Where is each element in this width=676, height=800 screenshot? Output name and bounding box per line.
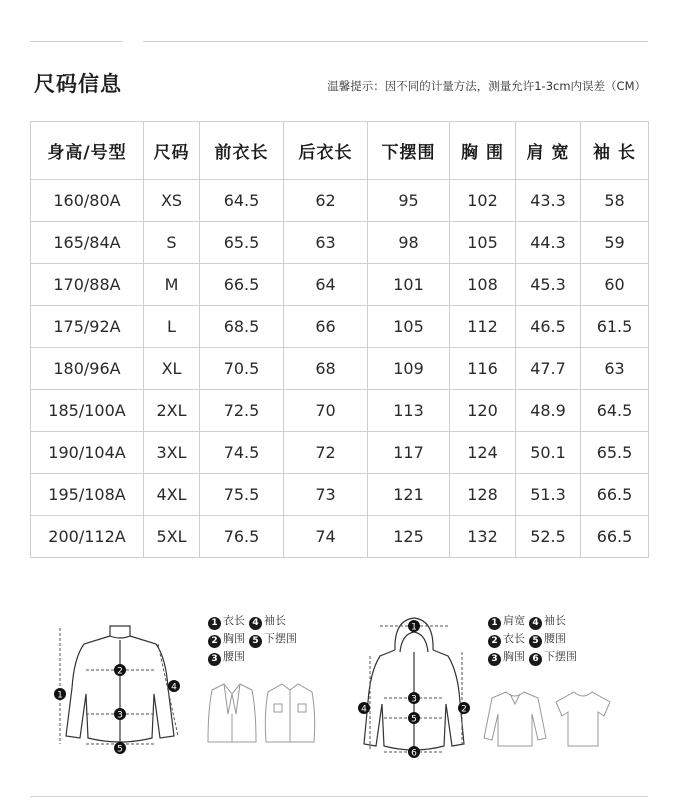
table-cell: 44.3 xyxy=(516,222,581,264)
legend-number-badge: 4 xyxy=(249,617,262,630)
table-cell: 128 xyxy=(450,474,516,516)
table-row xyxy=(31,390,649,432)
top-divider-left xyxy=(30,41,123,42)
table-cell: 52.5 xyxy=(516,516,581,558)
table-cell: 62 xyxy=(284,180,368,222)
legend-number-badge: 3 xyxy=(208,653,221,666)
table-cell: 63 xyxy=(284,222,368,264)
legend-item xyxy=(488,612,525,630)
table-cell: 51.3 xyxy=(516,474,581,516)
shirt-jacket-icon xyxy=(262,680,318,750)
legend-item xyxy=(529,648,577,666)
table-cell: 70 xyxy=(284,390,368,432)
header-cell: 下摆围 xyxy=(368,122,450,180)
table-cell: 175/92A xyxy=(31,306,144,348)
table-cell: 66.5 xyxy=(581,516,649,558)
table-cell: 116 xyxy=(450,348,516,390)
jacket-measurement-diagram xyxy=(50,618,200,756)
t-shirt-icon xyxy=(552,688,614,750)
table-cell: 200/112A xyxy=(31,516,144,558)
legend-label: 胸围 xyxy=(503,650,525,663)
header-cell: 后衣长 xyxy=(284,122,368,180)
table-cell: 64.5 xyxy=(200,180,284,222)
table-cell: 113 xyxy=(368,390,450,432)
svg-text:2: 2 xyxy=(461,704,467,715)
table-cell: 124 xyxy=(450,432,516,474)
table-row xyxy=(31,474,649,516)
legend-item xyxy=(208,648,245,666)
svg-text:2: 2 xyxy=(117,666,123,677)
header-cell: 胸 围 xyxy=(450,122,516,180)
page-title: 尺码信息 xyxy=(34,72,122,96)
svg-text:3: 3 xyxy=(411,694,417,705)
svg-text:5: 5 xyxy=(411,714,417,725)
table-cell: 43.3 xyxy=(516,180,581,222)
legend-item xyxy=(488,648,525,666)
table-cell: 65.5 xyxy=(200,222,284,264)
legend-line xyxy=(208,630,301,648)
table-cell: 121 xyxy=(368,474,450,516)
table-row xyxy=(31,516,649,558)
header-cell: 身高/号型 xyxy=(31,122,144,180)
table-cell: 102 xyxy=(450,180,516,222)
header-cell: 肩 宽 xyxy=(516,122,581,180)
table-cell: 195/108A xyxy=(31,474,144,516)
table-cell: 160/80A xyxy=(31,180,144,222)
table-cell: 68 xyxy=(284,348,368,390)
legend-number-badge: 2 xyxy=(488,635,501,648)
legend-number-badge: 6 xyxy=(529,653,542,666)
svg-text:6: 6 xyxy=(411,748,417,759)
table-cell: 5XL xyxy=(144,516,200,558)
table-cell: 165/84A xyxy=(31,222,144,264)
table-cell: 3XL xyxy=(144,432,200,474)
table-cell: 76.5 xyxy=(200,516,284,558)
table-row xyxy=(31,222,649,264)
legend-line xyxy=(488,648,581,666)
table-cell: 63 xyxy=(581,348,649,390)
legend-item xyxy=(529,612,566,630)
table-cell: 58 xyxy=(581,180,649,222)
table-cell: 117 xyxy=(368,432,450,474)
legend-item xyxy=(488,630,525,648)
table-cell: 46.5 xyxy=(516,306,581,348)
legend-number-badge: 1 xyxy=(488,617,501,630)
table-cell: 2XL xyxy=(144,390,200,432)
table-cell: XS xyxy=(144,180,200,222)
svg-text:3: 3 xyxy=(117,710,123,721)
legend-label: 袖长 xyxy=(264,614,286,627)
table-cell: 65.5 xyxy=(581,432,649,474)
table-cell: 105 xyxy=(450,222,516,264)
table-row xyxy=(31,180,649,222)
table-cell: 112 xyxy=(450,306,516,348)
table-row xyxy=(31,264,649,306)
legend-number-badge: 5 xyxy=(529,635,542,648)
legend-line xyxy=(208,612,301,630)
svg-text:5: 5 xyxy=(117,744,123,755)
table-cell: 98 xyxy=(368,222,450,264)
legend-label: 下摆围 xyxy=(544,650,577,663)
table-cell: 4XL xyxy=(144,474,200,516)
table-cell: 190/104A xyxy=(31,432,144,474)
legend-label: 腰围 xyxy=(223,650,245,663)
table-cell: M xyxy=(144,264,200,306)
table-cell: 75.5 xyxy=(200,474,284,516)
table-cell: 48.9 xyxy=(516,390,581,432)
svg-text:4: 4 xyxy=(361,704,367,715)
table-cell: 101 xyxy=(368,264,450,306)
table-cell: 45.3 xyxy=(516,264,581,306)
legend-item xyxy=(249,612,286,630)
table-cell: 120 xyxy=(450,390,516,432)
table-cell: 125 xyxy=(368,516,450,558)
table-cell: 64.5 xyxy=(581,390,649,432)
legend-number-badge: 4 xyxy=(529,617,542,630)
legend-item xyxy=(208,630,245,648)
table-cell: XL xyxy=(144,348,200,390)
legend-label: 下摆围 xyxy=(264,632,297,645)
legend-label: 衣长 xyxy=(223,614,245,627)
legend-item xyxy=(249,630,297,648)
header-cell: 袖 长 xyxy=(581,122,649,180)
table-body xyxy=(31,180,649,558)
legend-item xyxy=(529,630,566,648)
table-cell: 105 xyxy=(368,306,450,348)
table-row xyxy=(31,348,649,390)
long-sleeve-shirt-icon xyxy=(482,688,548,750)
table-row xyxy=(31,306,649,348)
table-cell: 170/88A xyxy=(31,264,144,306)
hoodie-legend xyxy=(488,612,581,666)
blazer-icon xyxy=(204,680,260,750)
legend-label: 衣长 xyxy=(503,632,525,645)
table-cell: 180/96A xyxy=(31,348,144,390)
table-cell: 60 xyxy=(581,264,649,306)
table-cell: 185/100A xyxy=(31,390,144,432)
table-cell: 72 xyxy=(284,432,368,474)
table-cell: 50.1 xyxy=(516,432,581,474)
table-cell: 74.5 xyxy=(200,432,284,474)
legend-label: 肩宽 xyxy=(503,614,525,627)
table-cell: 70.5 xyxy=(200,348,284,390)
table-cell: 68.5 xyxy=(200,306,284,348)
size-table xyxy=(30,121,649,558)
svg-text:4: 4 xyxy=(171,682,177,693)
table-cell: 66.5 xyxy=(200,264,284,306)
legend-line xyxy=(208,648,301,666)
legend-label: 腰围 xyxy=(544,632,566,645)
bottom-divider xyxy=(30,796,648,797)
table-header-row xyxy=(31,122,649,180)
hoodie-measurement-diagram xyxy=(350,612,480,760)
header-cell: 前衣长 xyxy=(200,122,284,180)
jacket-legend xyxy=(208,612,301,666)
svg-text:1: 1 xyxy=(57,690,63,701)
table-cell: 73 xyxy=(284,474,368,516)
measurement-note: 温馨提示：因不同的计量方法，测量允许1-3cm内误差（CM） xyxy=(327,79,646,93)
table-cell: 132 xyxy=(450,516,516,558)
table-cell: 61.5 xyxy=(581,306,649,348)
legend-item xyxy=(208,612,245,630)
legend-number-badge: 2 xyxy=(208,635,221,648)
table-cell: 74 xyxy=(284,516,368,558)
table-row xyxy=(31,432,649,474)
legend-label: 胸围 xyxy=(223,632,245,645)
table-cell: 59 xyxy=(581,222,649,264)
table-cell: 95 xyxy=(368,180,450,222)
header-cell: 尺码 xyxy=(144,122,200,180)
table-cell: 64 xyxy=(284,264,368,306)
legend-number-badge: 1 xyxy=(208,617,221,630)
legend-number-badge: 5 xyxy=(249,635,262,648)
svg-text:1: 1 xyxy=(411,622,417,633)
table-cell: 108 xyxy=(450,264,516,306)
legend-line xyxy=(488,630,581,648)
table-cell: 66 xyxy=(284,306,368,348)
legend-number-badge: 3 xyxy=(488,653,501,666)
table-cell: 72.5 xyxy=(200,390,284,432)
top-divider-right xyxy=(143,41,648,42)
table-cell: 47.7 xyxy=(516,348,581,390)
legend-label: 袖长 xyxy=(544,614,566,627)
table-cell: L xyxy=(144,306,200,348)
legend-line xyxy=(488,612,581,630)
table-cell: S xyxy=(144,222,200,264)
table-cell: 66.5 xyxy=(581,474,649,516)
table-cell: 109 xyxy=(368,348,450,390)
